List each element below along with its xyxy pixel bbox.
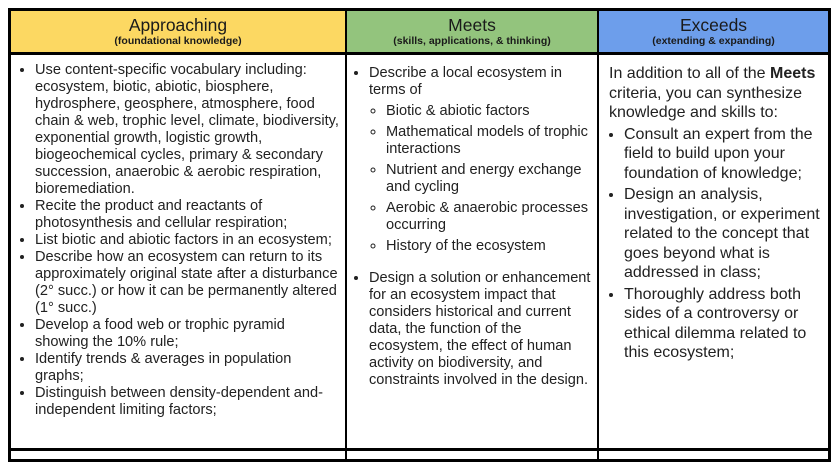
exceeds-intro: [609, 64, 822, 123]
sub-list-item: ◦ Nutrient and energy exchange and cycling: [386, 162, 592, 196]
rubric-table: [8, 8, 831, 451]
header-subtitle-exceeds: (extending & expanding): [652, 34, 775, 47]
list-item: • Design an analysis, investigation, or experiment related to the concept that goes beyond what is addressed in class;: [624, 185, 822, 283]
list-item: • Identify trends & averages in population graphs;: [35, 351, 341, 385]
body-cell-approaching: [11, 55, 347, 448]
list-item: • Recite the product and reactants of photosynthesis and cellular respiration;: [35, 198, 341, 232]
sub-list-item: ◦ Aerobic & anaerobic processes occurring: [386, 200, 592, 234]
body-cell-meets: [347, 55, 599, 448]
list-item: [369, 65, 592, 255]
column-divider-line: [345, 451, 347, 459]
list-item: • Consult an expert from the field to build upon your foundation of knowledge;: [624, 125, 822, 184]
exceeds-intro-bold: Meets: [770, 65, 816, 82]
header-subtitle-approaching: (foundational knowledge): [114, 34, 242, 47]
exceeds-intro-post: criteria, you can synthesize knowledge and skills to:: [609, 84, 802, 121]
meets-sub-list: [369, 103, 592, 255]
approaching-bullet-list: [20, 62, 341, 419]
list-item: • Thoroughly address both sides of a controversy or ethical dilemma related to this ecosystem;: [624, 285, 822, 363]
header-cell-approaching: [11, 11, 347, 55]
exceeds-intro-pre: In addition to all of the: [609, 65, 770, 82]
body-cell-exceeds: [599, 55, 828, 448]
header-title-approaching: Approaching: [128, 15, 228, 36]
header-cell-exceeds: [599, 11, 828, 55]
list-item: • Design a solution or enhancement for an ecosystem impact that considers historical and current data, the function of the ecosystem, the effect of human activity on biodiversity, and constraints involved in the design.: [369, 270, 592, 389]
header-cell-meets: [347, 11, 599, 55]
next-row-cutoff: [8, 451, 831, 459]
sub-list-item: ◦ History of the ecosystem: [386, 238, 592, 255]
list-item: • Develop a food web or trophic pyramid showing the 10% rule;: [35, 317, 341, 351]
list-item: • List biotic and abiotic factors in an ecosystem;: [35, 232, 341, 249]
exceeds-bullet-list: [609, 125, 822, 363]
header-title-meets: Meets: [448, 15, 496, 36]
header-title-exceeds: Exceeds: [679, 15, 748, 36]
column-divider-line: [597, 451, 599, 459]
sub-list-item: ◦ Biotic & abiotic factors: [386, 103, 592, 120]
meets-describe-text: Describe a local ecosystem in terms of: [369, 65, 563, 98]
header-subtitle-meets: (skills, applications, & thinking): [393, 34, 551, 47]
list-item: • Distinguish between density-dependent and-independent limiting factors;: [35, 385, 341, 419]
sub-list-item: ◦ Mathematical models of trophic interactions: [386, 124, 592, 158]
list-item: • Use content-specific vocabulary including: ecosystem, biotic, abiotic, biosphere, hydrosphere, geosphere, atmosphere, food chain & web, trophic level, climate, biodiversity, exponential growth, logistic growth, biogeochemical cycles, primary & secondary succession, anaerobic & aerobic respiration, bioremediation.: [35, 62, 341, 198]
list-item: • Describe how an ecosystem can return to its approximately original state after a disturbance (2° succ.) or how it can be permanently altered (1° succ.): [35, 249, 341, 317]
meets-bullet-list: [354, 65, 592, 389]
